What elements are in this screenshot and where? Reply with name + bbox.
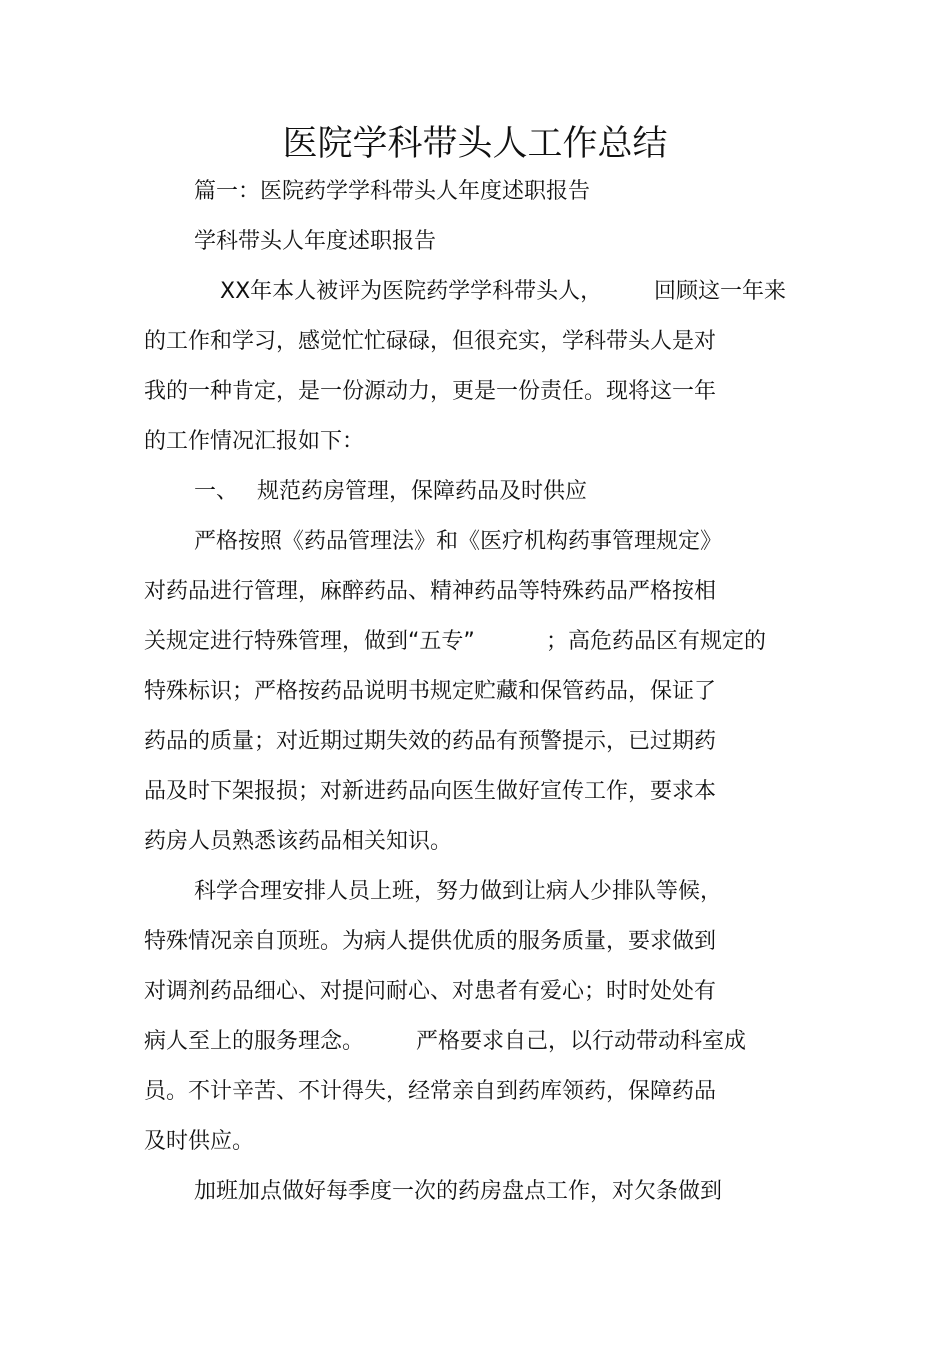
- text-line: 药房人员熟悉该药品相关知识。: [144, 829, 453, 854]
- list-number: 一、: [194, 479, 239, 504]
- text-line: 我的一种肯定，是一份源动力，更是一份责任。现将这一年: [144, 379, 717, 404]
- text-line: 及时供应。: [144, 1129, 255, 1154]
- text-line: 病人至上的服务理念。: [144, 1029, 365, 1054]
- text-line: 严格按照《药品管理法》和《医疗机构药事管理规定》: [194, 529, 723, 554]
- section-heading: 篇一：医院药学学科带头人年度述职报告: [194, 179, 591, 204]
- text-line: 关规定进行特殊管理，做到“五专”: [144, 629, 475, 654]
- text-line: 员。不计辛苦、不计得失，经常亲自到药库领药，保障药品: [144, 1079, 717, 1104]
- text-line: 的工作情况汇报如下：: [144, 429, 365, 454]
- text-line: ；高危药品区有规定的: [546, 629, 767, 654]
- text-line: 药品的质量；对近期过期失效的药品有预警提示，已过期药: [144, 729, 717, 754]
- text-line: 品及时下架报损；对新进药品向医生做好宣传工作，要求本: [144, 779, 717, 804]
- document-title: 医院学科带头人工作总结: [282, 124, 668, 164]
- report-subtitle: 学科带头人年度述职报告: [194, 229, 437, 254]
- list-heading: 规范药房管理，保障药品及时供应: [257, 479, 588, 504]
- text-line: 科学合理安排人员上班，努力做到让病人少排队等候，: [194, 879, 723, 904]
- text-line: 特殊标识；严格按药品说明书规定贮藏和保管药品，保证了: [144, 679, 717, 704]
- text-line: 回顾这一年来: [654, 279, 787, 304]
- text-line: XX年本人被评为医院药学学科带头人，: [220, 279, 603, 304]
- text-line: 严格要求自己，以行动带动科室成: [416, 1029, 747, 1054]
- text-line: 特殊情况亲自顶班。为病人提供优质的服务质量，要求做到: [144, 929, 717, 954]
- text-line: 加班加点做好每季度一次的药房盘点工作，对欠条做到: [194, 1179, 723, 1204]
- text-line: 对调剂药品细心、对提问耐心、对患者有爱心；时时处处有: [144, 979, 717, 1004]
- text-line: 的工作和学习，感觉忙忙碌碌，但很充实，学科带头人是对: [144, 329, 717, 354]
- text-line: 对药品进行管理，麻醉药品、精神药品等特殊药品严格按相: [144, 579, 717, 604]
